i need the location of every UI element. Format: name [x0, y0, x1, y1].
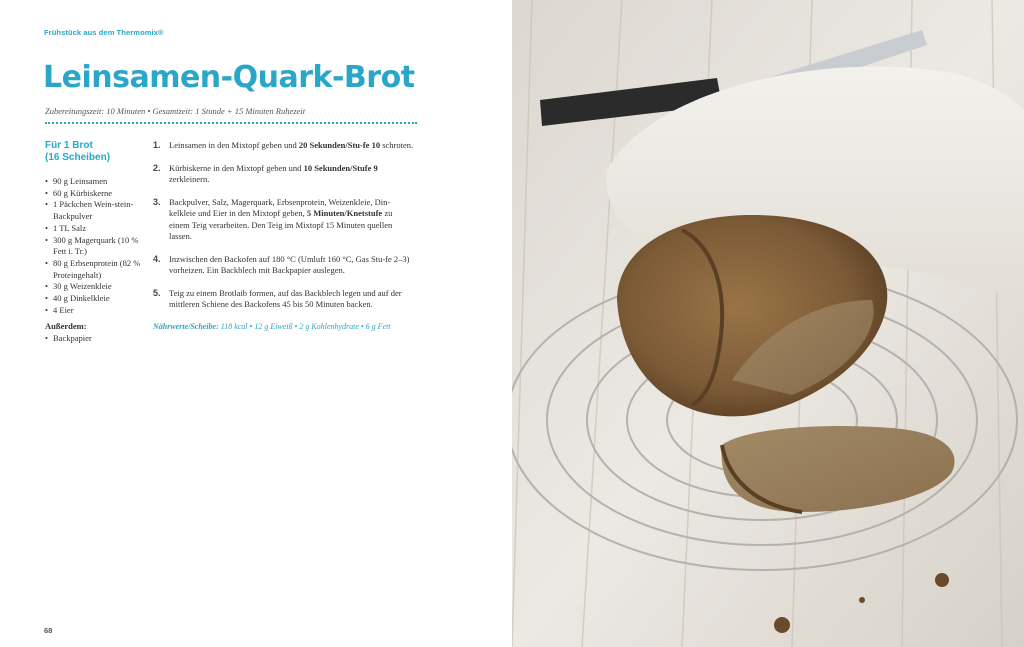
step-number: 1. — [153, 140, 161, 150]
step-text: Backpulver, Salz, Magerquark, Erbsenprotein, Weizenkleie, Din-kelkleie und Eier in den Mixtopf geben, — [169, 196, 391, 218]
ingredient-item: • 80 g Erbsenprotein (82 % Proteingehalt) — [45, 258, 145, 281]
ingredient-item: • 1 Päckchen Wein-stein-Backpulver — [45, 199, 145, 222]
ingredient-item: • 300 g Magerquark (10 % Fett i. Tr.) — [45, 235, 145, 258]
step-number: 3. — [153, 196, 161, 207]
step-text: Kürbiskerne in den Mixtopf geben und — [169, 162, 304, 173]
yield-line-2: (16 Scheiben) — [45, 151, 111, 163]
bread-photo — [512, 0, 1024, 647]
dotted-divider — [45, 122, 417, 124]
recipe-title: Leinsamen-Quark-Brot — [43, 60, 415, 95]
extra-item: • Backpapier — [45, 333, 145, 345]
nutrition-label: Nährwerte/Scheibe: — [153, 321, 219, 331]
ingredient-item: • 90 g Leinsamen — [45, 176, 145, 188]
ingredient-item: • 1 TL Salz — [45, 223, 145, 235]
ingredients-column — [45, 140, 145, 345]
step-number: 5. — [153, 287, 161, 298]
step-2 — [153, 163, 415, 186]
yield-line-1: Für 1 Brot — [45, 140, 93, 151]
step-setting: 10 Sekunden/Stufe 9 — [303, 162, 378, 173]
step-text-end: zerkleinern. — [169, 174, 210, 184]
section-header: Frühstück aus dem Thermomix® — [44, 28, 164, 37]
step-3 — [153, 197, 415, 243]
ingredient-item: • 30 g Weizenkleie — [45, 281, 145, 293]
nutrition-values: 118 kcal • 12 g Eiweiß • 2 g Kohlenhydrate • 6 g Fett — [218, 321, 391, 331]
extra-list — [45, 333, 145, 345]
step-4 — [153, 254, 415, 277]
step-text-end: schroten. — [380, 140, 414, 150]
step-text: Inzwischen den Backofen auf 180 °C (Umluft 160 °C, Gas Stu-fe 2–3) vorheizen. Ein Backblech mit Backpapier auslegen. — [169, 253, 410, 275]
instructions-column — [153, 140, 415, 331]
step-setting: 5 Minuten/Knetstufe — [306, 208, 383, 218]
ingredient-item: • 40 g Dinkelkleie — [45, 293, 145, 305]
step-number: 2. — [153, 162, 161, 173]
bread-photo-illustration — [512, 0, 1024, 647]
step-text: Teig zu einem Brotlaib formen, auf das Backblech legen und auf der mittleren Schiene des Backofens 45 bis 50 Minuten backen. — [169, 287, 402, 309]
ingredient-item: • 60 g Kürbiskerne — [45, 188, 145, 200]
step-5 — [153, 288, 415, 311]
step-1 — [153, 140, 415, 152]
extra-heading: Außerdem: — [45, 321, 87, 332]
ingredient-item: • 4 Eier — [45, 305, 145, 317]
recipe-times: Zubereitungszeit: 10 Minuten • Gesamtzeit: 1 Stunde + 15 Minuten Ruhezeit — [45, 106, 306, 116]
step-text: Leinsamen in den Mixtopf geben und — [169, 140, 299, 150]
step-number: 4. — [153, 253, 161, 264]
page-number: 68 — [44, 626, 53, 635]
nutrition-info — [153, 322, 415, 331]
step-setting: 20 Sekunden/Stu-fe 10 — [298, 140, 381, 150]
step-text-end: zu einem Teig verarbeiten. Den Teig im Mixtopf 15 Minuten quellen lassen. — [169, 208, 393, 241]
ingredient-list — [45, 176, 145, 316]
